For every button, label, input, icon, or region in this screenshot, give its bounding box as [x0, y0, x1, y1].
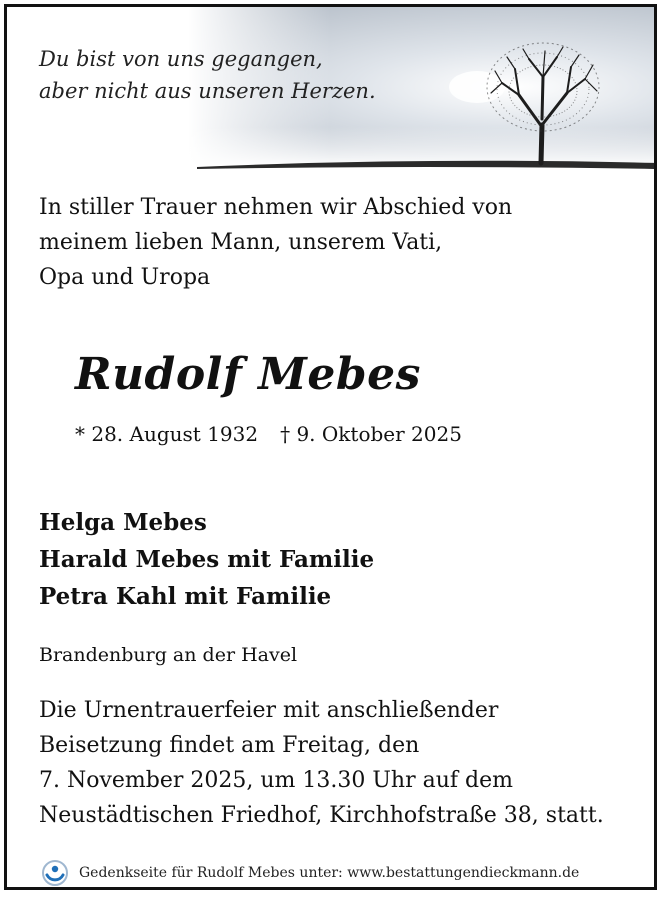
header-banner — [7, 7, 654, 182]
service-line-4: Neustädtischen Friedhof, Kirchhofstraße 38, statt. — [39, 803, 604, 828]
verse-text — [39, 43, 376, 107]
mourner-name: Helga Mebes — [39, 509, 207, 536]
intro-text — [39, 190, 512, 295]
deceased-name: Rudolf Mebes — [75, 349, 421, 400]
service-details — [39, 693, 604, 833]
verse-line-2: aber nicht aus unseren Herzen. — [39, 79, 376, 103]
funeral-home-logo-icon — [41, 859, 69, 887]
service-line-2: Beisetzung findet am Freitag, den — [39, 733, 420, 758]
obituary-card — [4, 4, 657, 890]
intro-line-1: In stiller Trauer nehmen wir Abschied von — [39, 195, 513, 220]
service-line-3: 7. November 2025, um 13.30 Uhr auf dem — [39, 768, 513, 793]
death-date: † 9. Oktober 2025 — [280, 422, 462, 446]
intro-line-2: meinem lieben Mann, unserem Vati, — [39, 230, 443, 255]
mourner-name: Harald Mebes mit Familie — [39, 546, 375, 573]
mourner-name: Petra Kahl mit Familie — [39, 583, 332, 610]
intro-line-3: Opa und Uropa — [39, 265, 211, 290]
mourners-list — [39, 504, 374, 615]
memorial-page-link[interactable]: Gedenkseite für Rudolf Mebes unter: www.bestattungendieckmann.de — [79, 865, 580, 881]
memorial-page-footer — [41, 859, 579, 887]
birth-date: * 28. August 1932 — [75, 422, 259, 446]
verse-line-1: Du bist von uns gegangen, — [39, 47, 323, 71]
place-name: Brandenburg an der Havel — [39, 644, 298, 666]
life-dates — [75, 419, 462, 449]
service-line-1: Die Urnentrauerfeier mit anschließender — [39, 698, 499, 723]
